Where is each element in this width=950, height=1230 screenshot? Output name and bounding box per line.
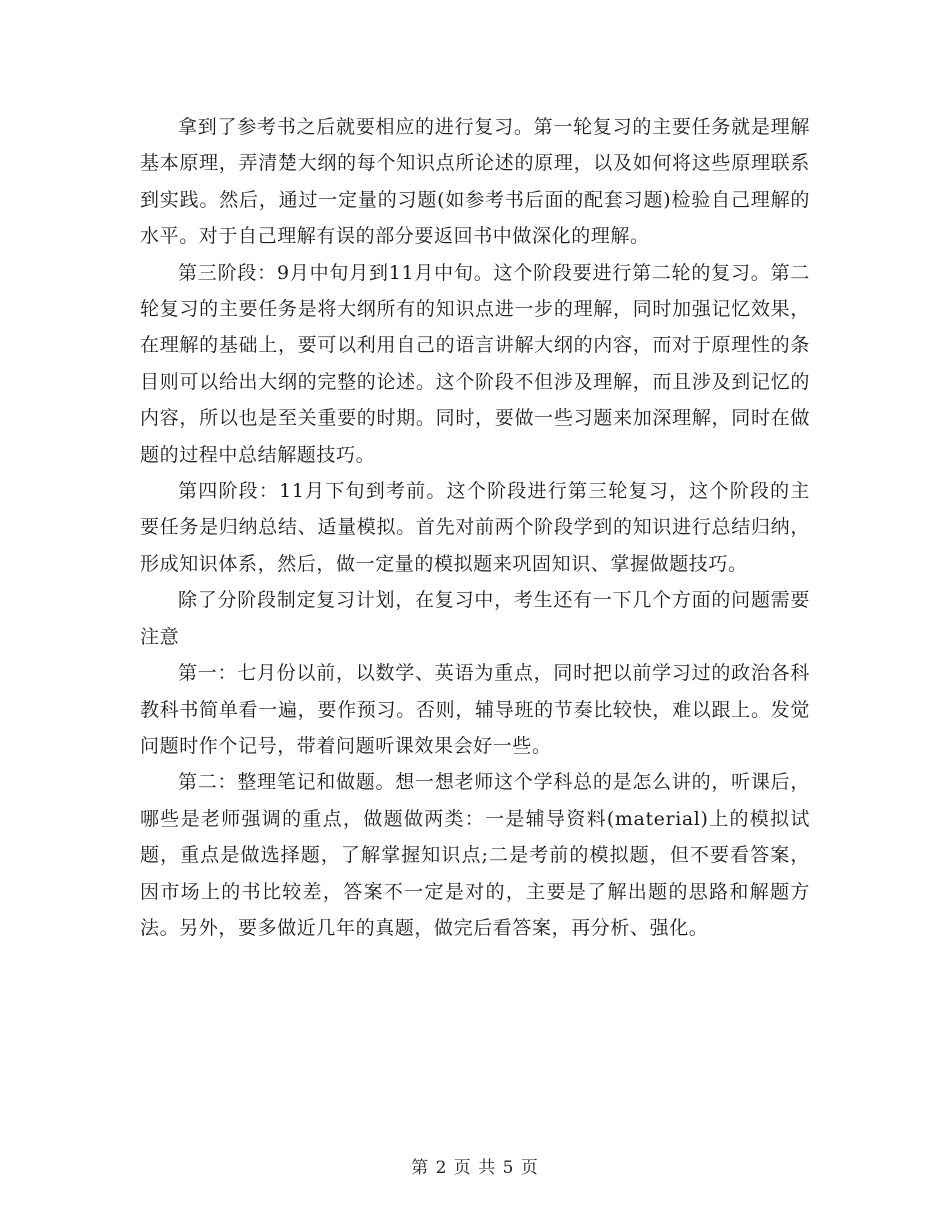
paragraph-point-two: 第二：整理笔记和做题。想一想老师这个学科总的是怎么讲的，听课后，哪些是老师强调的重点，做题做两类：一是辅导资料(material)上的模拟试题，重点是做选择题，了解掌握知识点;二是考前的模拟题，但不要看答案，因市场上的书比较差，答案不一定是对的，主要是了解出题的思路和解题方法。另外，要多做近几年的真题，做完后看答案，再分析、强化。	[140, 771, 810, 939]
document-body	[140, 109, 810, 946]
paragraph-first-round-review: 拿到了参考书之后就要相应的进行复习。第一轮复习的主要任务就是理解基本原理，弄清楚大纲的每个知识点所论述的原理，以及如何将这些原理联系到实践。然后，通过一定量的习题(如参考书后面的配套习题)检验自己理解的水平。对于自己理解有误的部分要返回书中做深化的理解。	[140, 116, 810, 248]
paragraph-stage-three: 第三阶段：9月中旬月到11月中旬。这个阶段要进行第二轮的复习。第二轮复习的主要任务是将大纲所有的知识点进一步的理解，同时加强记忆效果，在理解的基础上，要可以利用自己的语言讲解大纲的内容，而对于原理性的条目则可以给出大纲的完整的论述。这个阶段不但涉及理解，而且涉及到记忆的内容，所以也是至关重要的时期。同时，要做一些习题来加深理解，同时在做题的过程中总结解题技巧。	[140, 261, 810, 466]
paragraph-stage-four: 第四阶段：11月下旬到考前。这个阶段进行第三轮复习，这个阶段的主要任务是归纳总结、适量模拟。首先对前两个阶段学到的知识进行总结归纳，形成知识体系，然后，做一定量的模拟题来巩固知识、掌握做题技巧。	[140, 480, 810, 575]
paragraph-point-one: 第一：七月份以前，以数学、英语为重点，同时把以前学习过的政治各科教科书简单看一遍，要作预习。否则，辅导班的节奏比较快，难以跟上。发觉问题时作个记号，带着问题听课效果会好一些。	[140, 662, 810, 757]
page-number-footer: 第 2 页 共 5 页	[411, 1158, 539, 1178]
paragraph-attention-intro: 除了分阶段制定复习计划，在复习中，考生还有一下几个方面的问题需要注意	[140, 589, 810, 648]
